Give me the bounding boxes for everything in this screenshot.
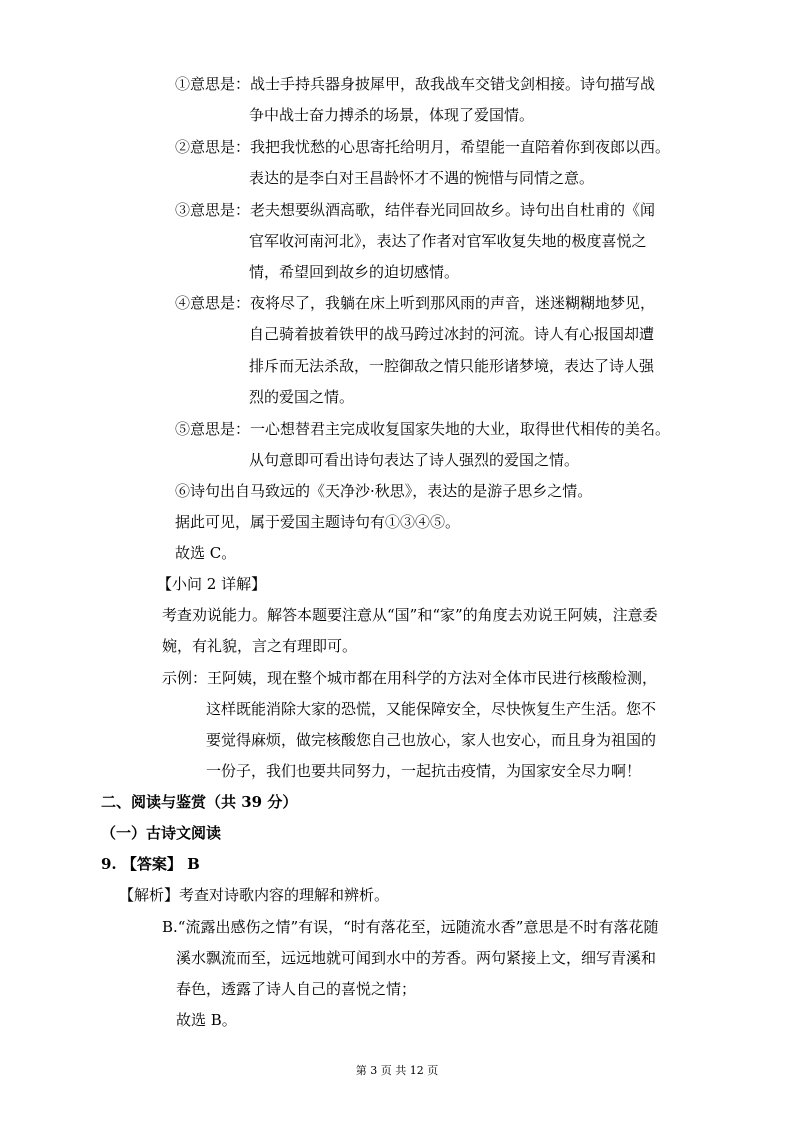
text-line: 考查劝说能力。解答本题要注意从“国”和“家”的角度去劝说王阿姨，注意委 <box>162 606 658 624</box>
text-line: 表达的是李白对王昌龄怀才不遇的惋惜与同情之意。 <box>249 169 595 187</box>
text-line: 故选 C。 <box>175 544 237 562</box>
answer-label: 9. 【答案】 B <box>101 855 200 873</box>
text-line: 这样既能消除大家的恐慌，又能保障安全，尽快恢复生产生活。您不 <box>206 700 657 718</box>
text-line: ⑥诗句出自马致远的《天净沙·秋思》，表达的是游子思乡之情。 <box>175 482 593 500</box>
text-line: 溪水飘流而至，远远地就可闻到水中的芳香。两句紧接上文，细写青溪和 <box>176 949 657 967</box>
text-line: ②意思是：我把我忧愁的心思寄托给明月，希望能一直陪着你到夜郎以西。 <box>175 138 671 156</box>
text-line: 婉，有礼貌，言之有理即可。 <box>162 637 358 655</box>
text-line: 要觉得麻烦，做完核酸您自己也放心，家人也安心，而且身为祖国的 <box>206 731 657 749</box>
page-footer: 第 3 页 共 12 页 <box>355 1064 439 1077</box>
text-line: 排斥而无法杀敌，一腔御敌之情只能形诸梦境，表达了诗人强 <box>249 357 655 375</box>
text-line: ③意思是：老夫想要纵酒高歌，结伴春光同回故乡。诗句出自杜甫的《闻 <box>175 201 656 219</box>
text-line: ①意思是：战士手持兵器身披犀甲，敌我战车交错戈剑相接。诗句描写战 <box>175 75 656 93</box>
section-heading: 二、阅读与鉴赏（共 39 分） <box>101 793 298 811</box>
text-line: 示例：王阿姨，现在整个城市都在用科学的方法对全体市民进行核酸检测， <box>162 669 658 687</box>
text-line: 春色，透露了诗人自己的喜悦之情； <box>176 980 417 998</box>
text-line: 故选 B。 <box>176 1011 237 1029</box>
text-line: 据此可见，属于爱国主题诗句有①③④⑤。 <box>175 513 461 531</box>
text-line: ④意思是：夜将尽了，我躺在床上听到那风雨的声音，迷迷糊糊地梦见， <box>175 294 656 312</box>
section-subheading: 【小问 2 详解】 <box>157 575 267 593</box>
text-line: 情，希望回到故乡的迫切感情。 <box>249 263 460 281</box>
text-line: B.“流露出感伤之情”有误，“时有落花至，远随流水香”意思是不时有落花随 <box>162 918 659 936</box>
text-line: ⑤意思是：一心想替君主完成收复国家失地的大业，取得世代相传的美名。 <box>175 420 671 438</box>
analysis-line: 【解析】考查对诗歌内容的理解和辨析。 <box>119 886 390 904</box>
text-line: 一份子，我们也要共同努力，一起抗击疫情，为国家安全尽力啊！ <box>206 762 642 780</box>
text-line: 官军收河南河北》，表达了作者对官军收复失地的极度喜悦之 <box>249 232 647 250</box>
subsection-heading: （一）古诗文阅读 <box>101 824 222 842</box>
text-line: 争中战士奋力搏杀的场景，体现了爱国情。 <box>249 106 535 124</box>
text-line: 烈的爱国之情。 <box>249 388 355 406</box>
text-line: 从句意即可看出诗句表达了诗人强烈的爱国之情。 <box>249 451 580 469</box>
text-line: 自己骑着披着铁甲的战马跨过冰封的河流。诗人有心报国却遭 <box>249 325 655 343</box>
